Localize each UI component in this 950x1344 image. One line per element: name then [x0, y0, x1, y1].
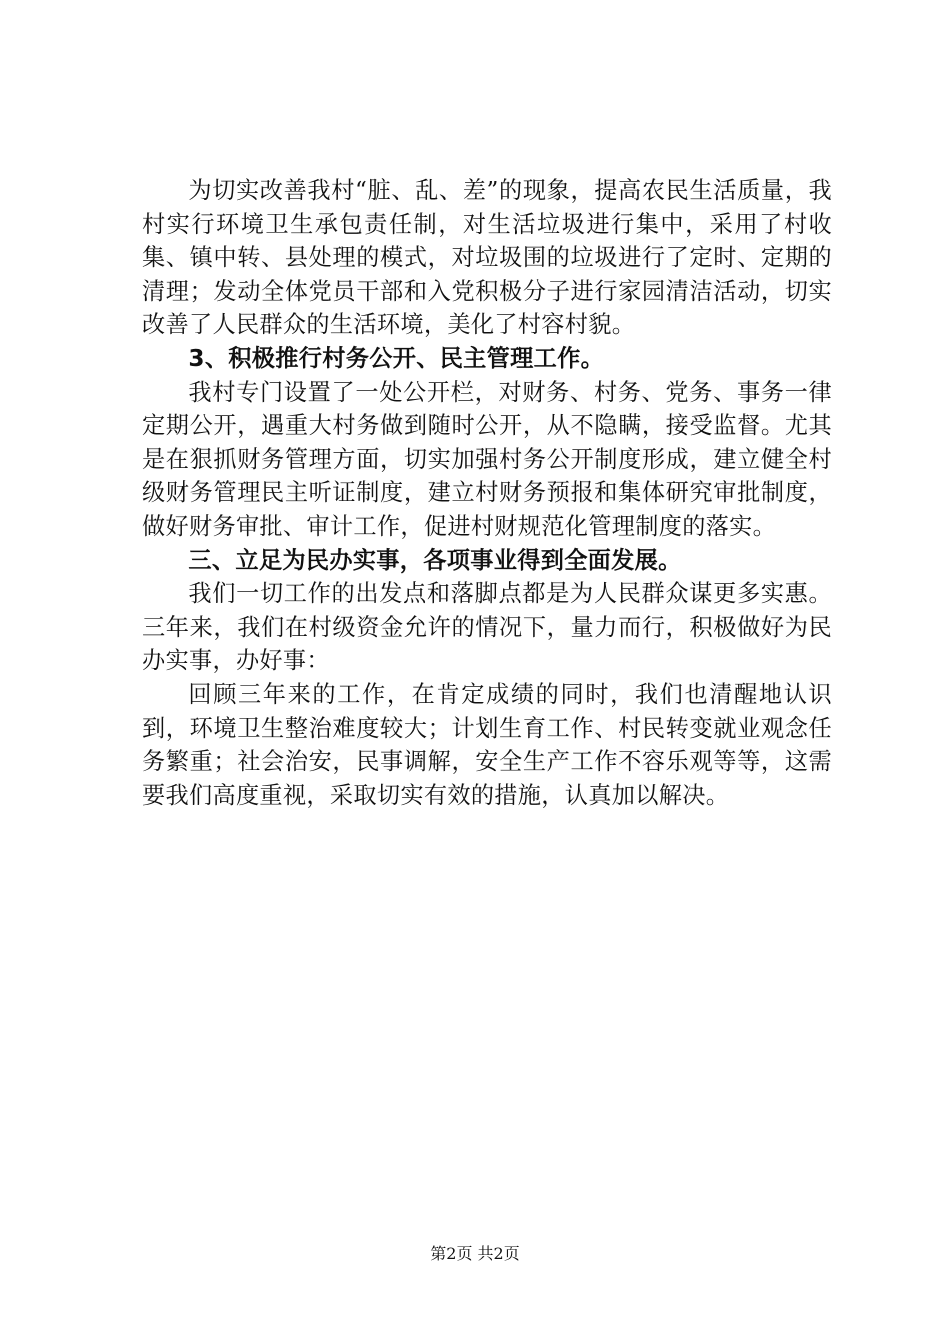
paragraph-practical-matters: 我们一切工作的出发点和落脚点都是为人民群众谋更多实惠。三年来，我们在村级资金允许的情况下，量力而行，积极做好为民办实事，办好事：: [142, 580, 832, 675]
section-heading-practical-matters: 三、立足为民办实事，各项事业得到全面发展。: [188, 546, 682, 574]
paragraph-environment: 为切实改善我村“脏、乱、差”的现象，提高农民生活质量，我村实行环境卫生承包责任制，对生活垃圾进行集中，采用了村收集、镇中转、县处理的模式，对垃圾围的垃圾进行了定时、定期的清理；发动全体党员干部和入党积极分子进行家园清洁活动，切实改善了人民群众的生活环境，美化了村容村貌。: [142, 177, 832, 339]
section-heading-village-affairs: 3、积极推行村务公开、民主管理工作。: [188, 344, 605, 372]
paragraph-review: 回顾三年来的工作，在肯定成绩的同时，我们也清醒地认识到，环境卫生整治难度较大；计划生育工作、村民转变就业观念任务繁重；社会治安，民事调解，安全生产工作不容乐观等等，这需要我们高度重视，采取切实有效的措施，认真加以解决。: [142, 680, 832, 809]
page-number: 第2页 共2页: [430, 1244, 520, 1263]
paragraph-village-affairs: 我村专门设置了一处公开栏，对财务、村务、党务、事务一律定期公开，遇重大村务做到随时公开，从不隐瞒，接受监督。尤其是在狠抓财务管理方面，切实加强村务公开制度形成，建立健全村级财务管理民主听证制度，建立村财务预报和集体研究审批制度，做好财务审批、审计工作，促进村财规范化管理制度的落实。: [142, 378, 832, 540]
document-body: [142, 174, 832, 812]
